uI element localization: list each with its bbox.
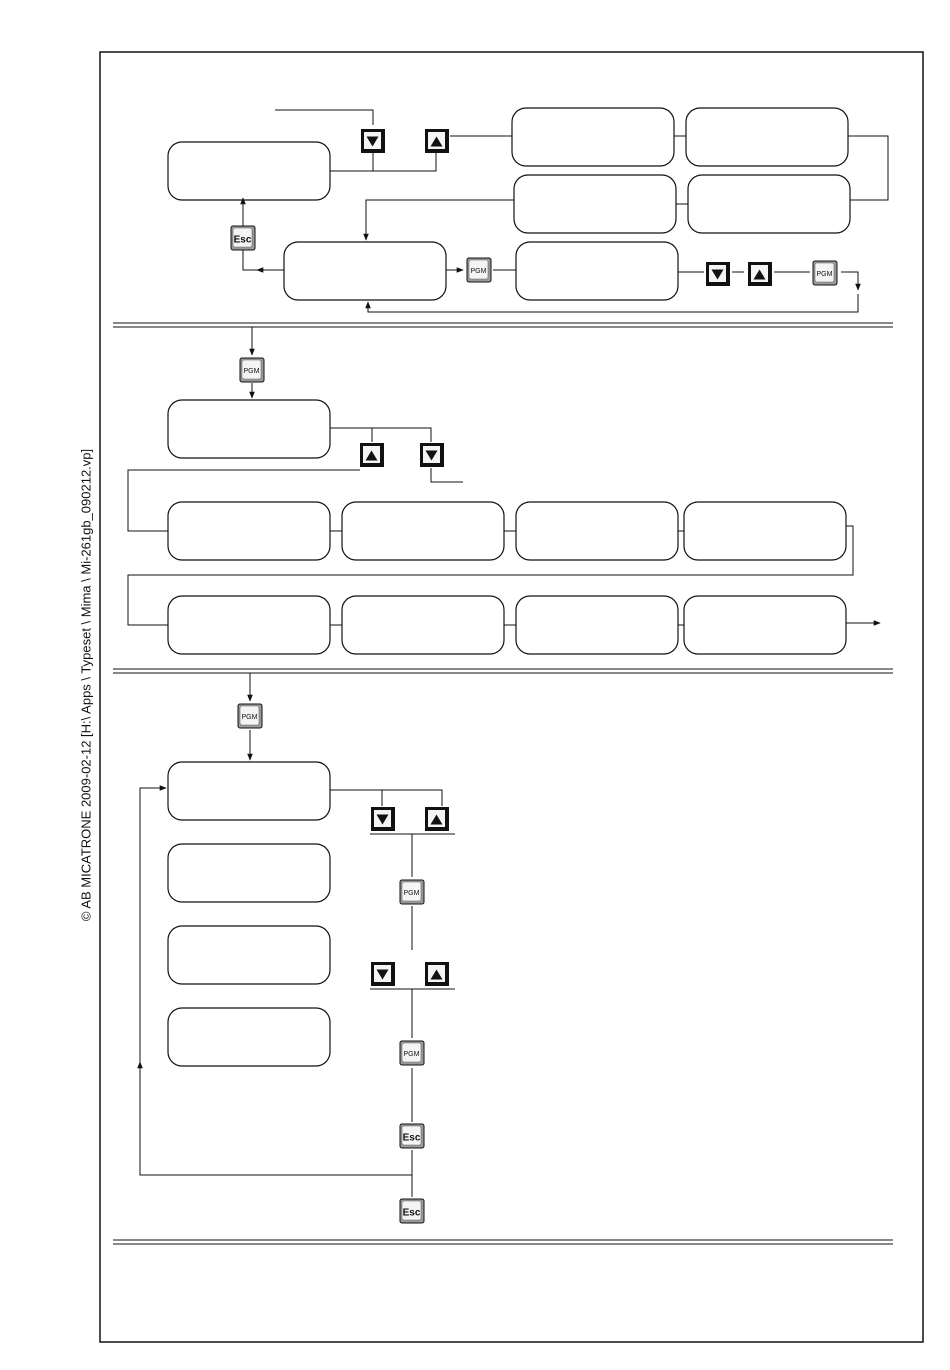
state-box-2c: [342, 502, 504, 560]
state-box-1d: [514, 175, 676, 233]
state-box-2h: [516, 596, 678, 654]
esc-key-label: Esc: [402, 1207, 421, 1219]
up-arrow-icon: [425, 962, 449, 986]
copyright-text: © AB MICATRONE 2009-02-12 [H:\ Apps \ Typeset \ Mima \ Mi-261gb_090212.vp]: [78, 448, 94, 922]
state-box-2e: [684, 502, 846, 560]
pgm-key-label: PGM: [403, 1051, 420, 1058]
up-arrow-icon: [425, 129, 449, 153]
down-arrow-icon: [371, 807, 395, 831]
page-frame: [100, 52, 923, 1342]
state-box-2b: [168, 502, 330, 560]
pgm-key: [813, 261, 837, 285]
pgm-key: [400, 1041, 424, 1065]
pgm-key: [240, 358, 264, 382]
down-arrow-icon: [371, 962, 395, 986]
section-separators: [113, 323, 893, 1244]
esc-key-label: Esc: [402, 1132, 421, 1144]
state-box-2f: [168, 596, 330, 654]
pgm-key-label: PGM: [243, 368, 260, 375]
pgm-key: [400, 880, 424, 904]
down-arrow-icon: [420, 443, 444, 467]
pgm-key-label: PGM: [816, 271, 833, 278]
esc-key: [400, 1124, 424, 1148]
state-box-1g: [516, 242, 678, 300]
state-box-3a: [168, 762, 330, 820]
state-box-3b: [168, 844, 330, 902]
up-arrow-icon: [425, 807, 449, 831]
state-box-1a: [168, 142, 330, 200]
pgm-key-label: PGM: [403, 890, 420, 897]
pgm-key-label: PGM: [470, 268, 487, 275]
state-box-1c: [686, 108, 848, 166]
state-box-2g: [342, 596, 504, 654]
esc-key: [231, 226, 255, 250]
state-box-2d: [516, 502, 678, 560]
state-box-1e: [688, 175, 850, 233]
down-arrow-icon: [361, 129, 385, 153]
pgm-key: [467, 258, 491, 282]
section-1: [168, 108, 850, 300]
section-3: [168, 762, 330, 1066]
section-3-lines: [140, 673, 455, 1197]
state-box-3d: [168, 1008, 330, 1066]
section-1-lines: [243, 110, 888, 312]
state-box-2a: [168, 400, 330, 458]
state-box-2i: [684, 596, 846, 654]
up-arrow-icon: [360, 443, 384, 467]
esc-key-label: Esc: [233, 234, 252, 246]
state-box-1f: [284, 242, 446, 300]
state-box-1b: [512, 108, 674, 166]
section-2: [168, 400, 846, 654]
state-box-3c: [168, 926, 330, 984]
pgm-key: [238, 704, 262, 728]
pgm-key-label: PGM: [241, 714, 258, 721]
esc-key: [400, 1199, 424, 1223]
down-arrow-icon: [706, 262, 730, 286]
up-arrow-icon: [748, 262, 772, 286]
